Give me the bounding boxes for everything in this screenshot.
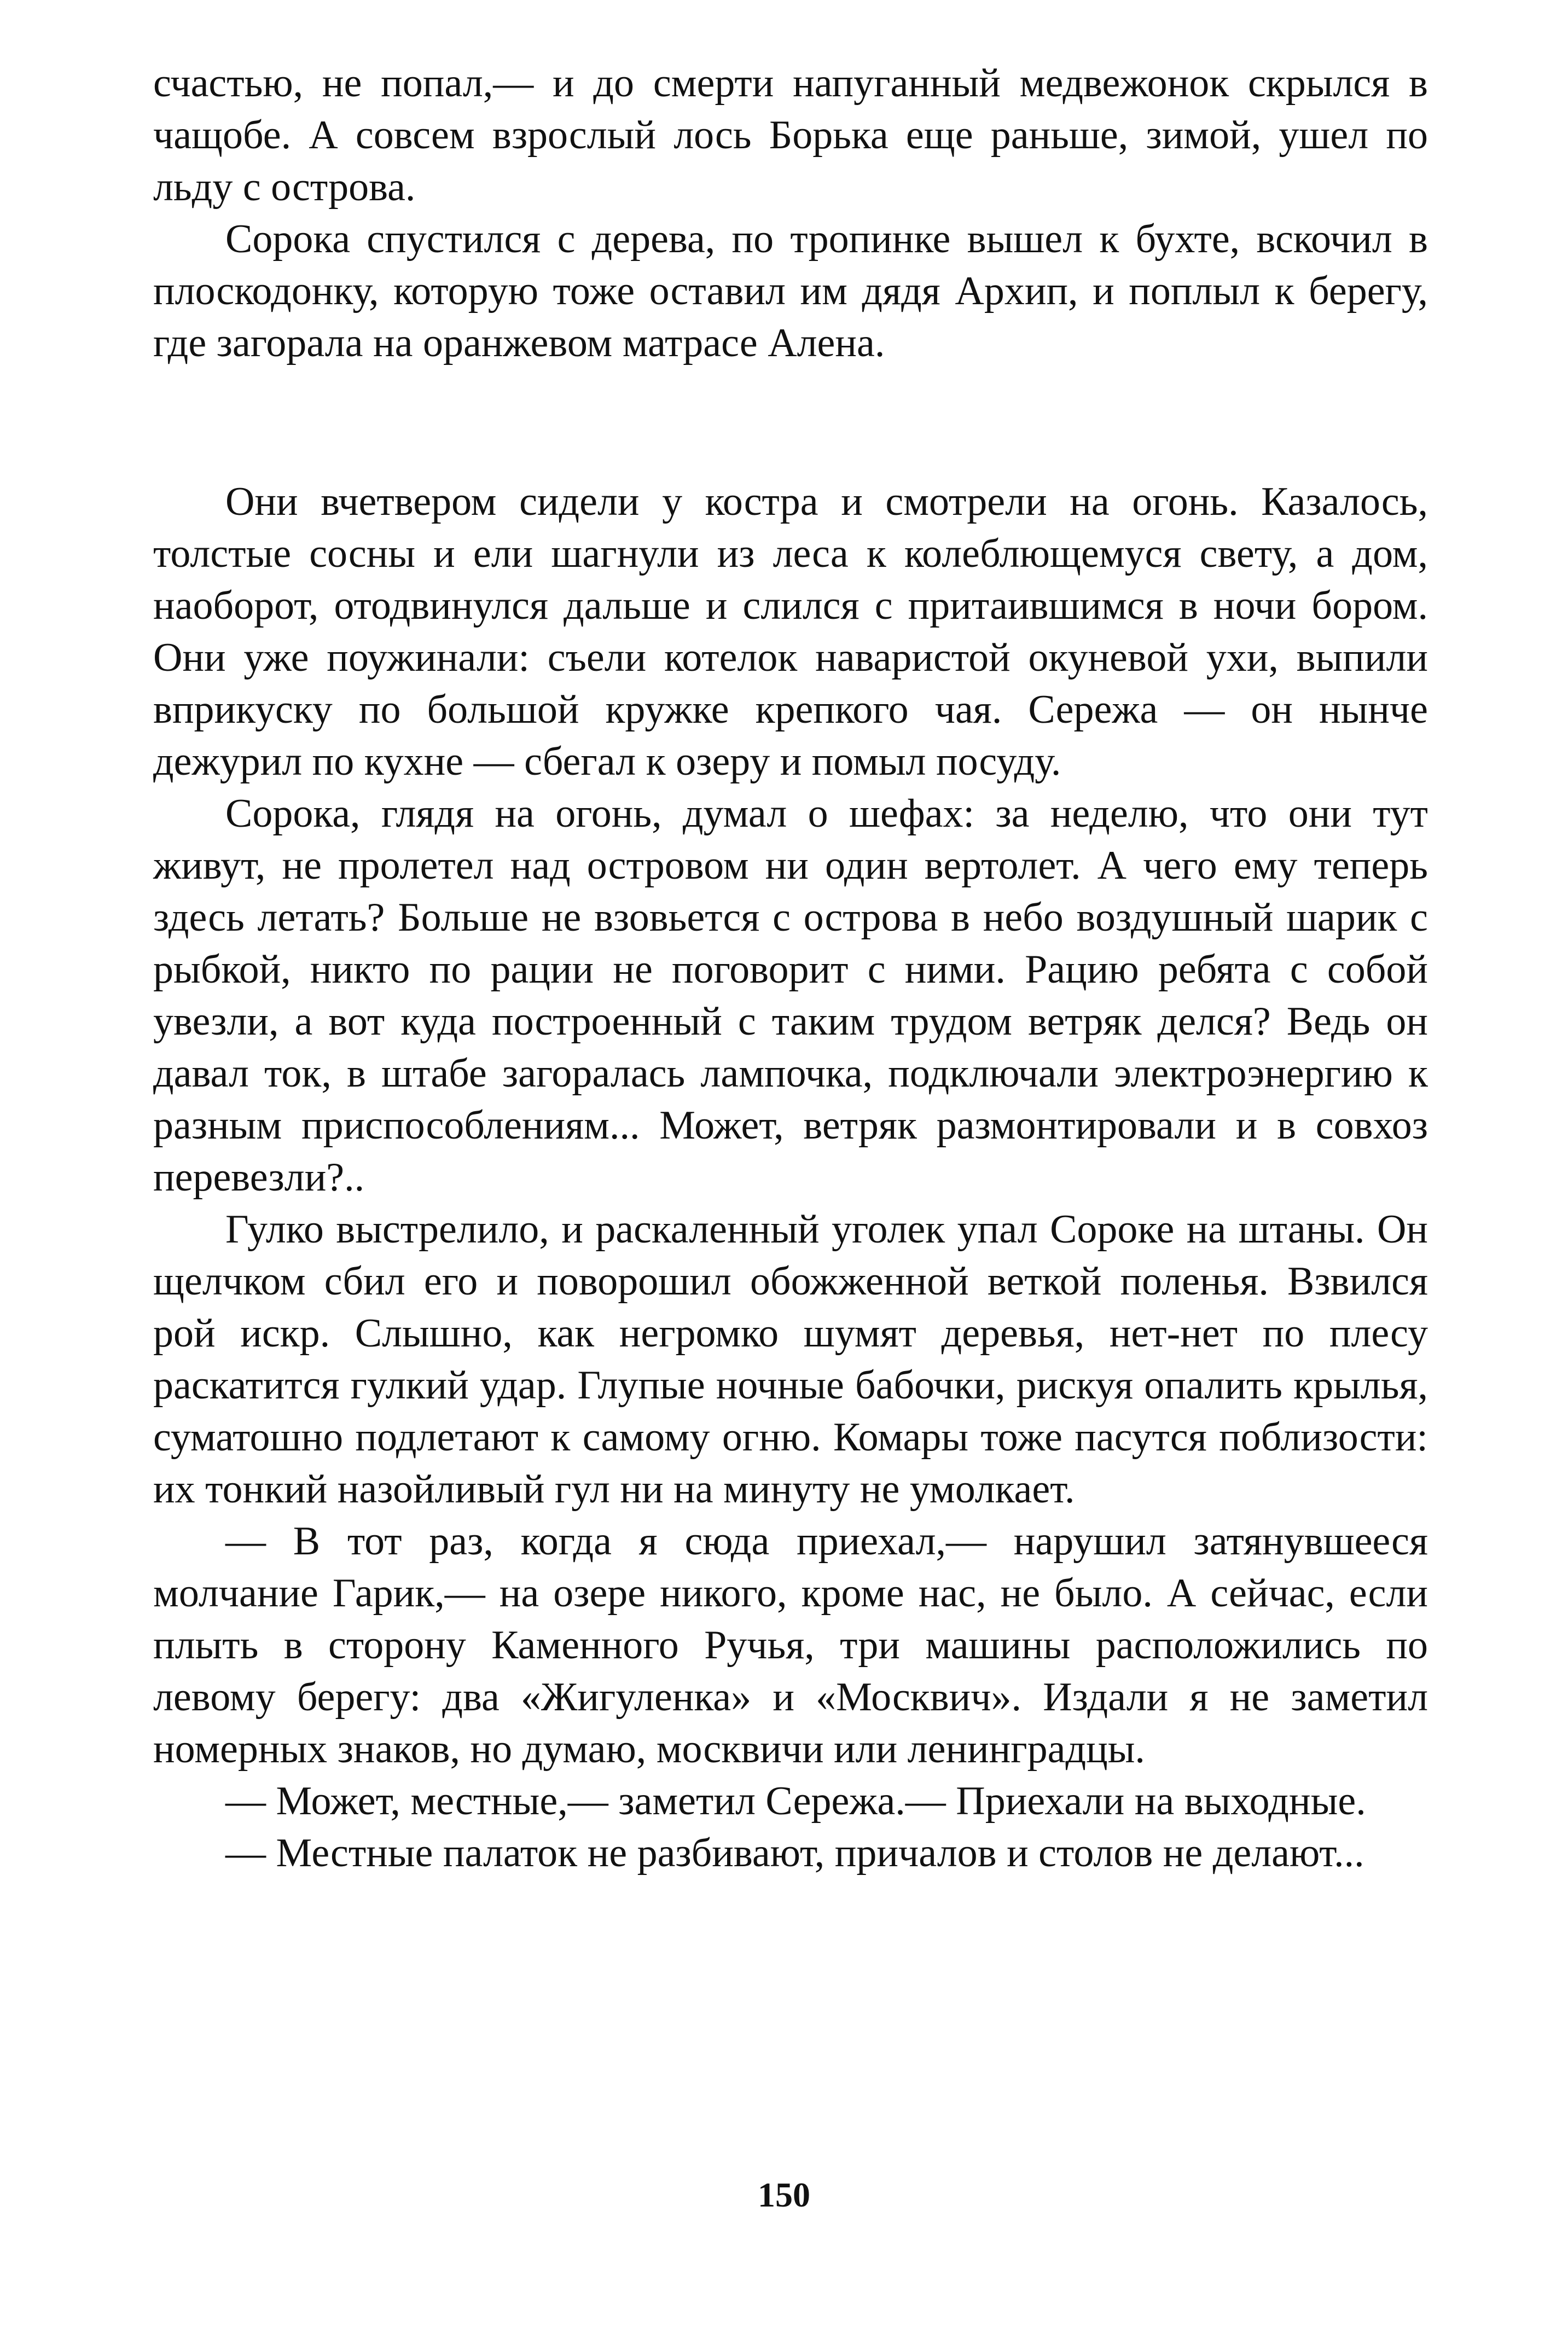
- paragraph: Сорока спустился с дерева, по тропинке вышел к бухте, вскочил в плоскодонку, которую тоже оставил им дядя Архип, и поплыл к берегу, где загорала на оранжевом матрасе Алена.: [153, 217, 1428, 365]
- dialogue-paragraph: — Местные палаток не разбивают, причалов и столов не делают...: [225, 1831, 1364, 1876]
- book-page: [153, 57, 1428, 1879]
- paragraph: Гулко выстрелило, и раскаленный уголек упал Сороке на штаны. Он щелчком сбил его и поворошил обожженной веткой поленья. Взвился рой искр. Слышно, как негромко шумят деревья, нет-нет по плесу раскатится гулкий удар. Глупые ночные бабочки, рискуя опалить крылья, суматошно подлетают к самому огню. Комары тоже пасутся поблизости: их тонкий назойливый гул ни на минуту не умолкает.: [153, 1207, 1428, 1512]
- dialogue-paragraph: — В тот раз, когда я сюда приехал,— нарушил затянувшееся молчание Гарик,— на озере никого, кроме нас, не было. А сейчас, если плыть в сторону Каменного Ручья, три машины расположились по левому берегу: два «Жигуленка» и «Москвич». Издали я не заметил номерных знаков, но думаю, москвичи или ленинградцы.: [153, 1519, 1428, 1772]
- dialogue-paragraph: — Может, местные,— заметил Сережа.— Приехали на выходные.: [225, 1779, 1366, 1824]
- paragraph-continuation: счастью, не попал,— и до смерти напуганный медвежонок скрылся в чащобе. А совсем взрослый лось Борька еще раньше, зимой, ушел по льду с острова.: [153, 61, 1428, 210]
- section-break: [153, 369, 1428, 476]
- paragraph: Сорока, глядя на огонь, думал о шефах: за неделю, что они тут живут, не пролетел над островом ни один вертолет. А чего ему теперь здесь летать? Больше не взовьется с острова в небо воздушный шарик с рыбкой, никто по рации не поговорит с ними. Рацию ребята с собой увезли, а вот куда построенный с таким трудом ветряк делся? Ведь он давал ток, в штабе загоралась лампочка, подключали электроэнергию к разным приспособлениям... Может, ветряк размонтировали и в совхоз перевезли?..: [153, 791, 1428, 1200]
- paragraph: Они вчетвером сидели у костра и смотрели на огонь. Казалось, толстые сосны и ели шагнули из леса к колеблющемуся свету, а дом, наоборот, отодвинулся дальше и слился с притаившимся в ночи бором. Они уже поужинали: съели котелок наваристой окуневой ухи, выпили вприкуску по большой кружке крепкого чая. Сережа — он нынче дежурил по кухне — сбегал к озеру и помыл посуду.: [153, 479, 1428, 784]
- page-number: 150: [758, 2175, 810, 2214]
